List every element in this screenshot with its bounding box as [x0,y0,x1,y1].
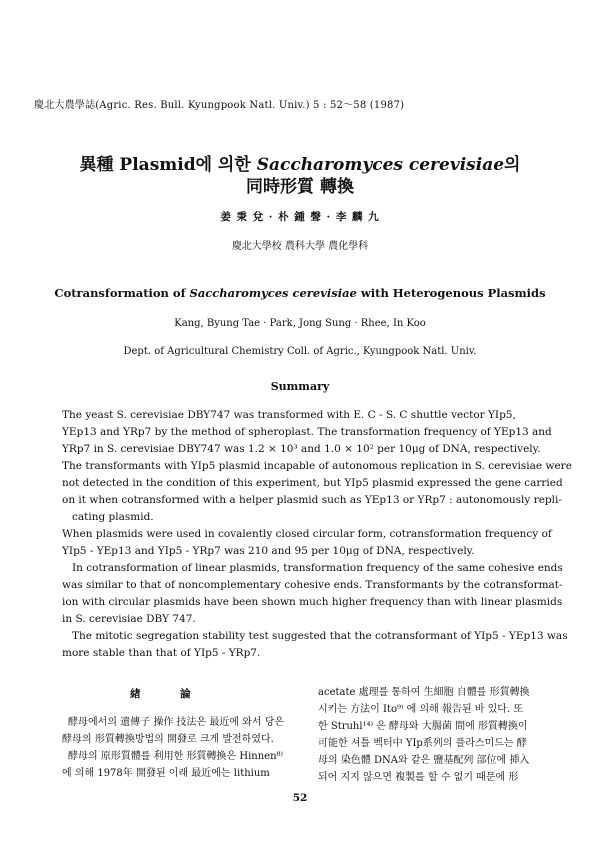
affiliation-korean: 慶北大學校 農科大學 農化學科 [231,241,369,252]
summary-line: on it when cotransformed with a helper plasmid such as YEp13 or YRp7 : autonomously repli- [62,494,562,506]
right-column-line: 可能한 셔틀 벡터中 YIp系列의 플라스미드는 酵 [318,738,527,749]
journal-citation: 慶北大農學誌(Agric. Res. Bull. Kyungpook Natl. Univ.) 5 : 52〜58 (1987) [34,100,405,111]
summary-line: The yeast S. cerevisiae DBY747 was transformed with E. C - S. C shuttle vector YIp5, [62,409,516,421]
authors-korean: 姜 秉 兌 · 朴 鍾 聲 · 李 麟 九 [220,211,380,223]
left-column-line: 酵母에서의 遺傳子 操作 技法은 最近에 와서 당은 [68,717,285,728]
title-korean-line2: 同時形質 轉換 [246,177,354,197]
right-column-line: 한 Struhl¹⁴⁾ 은 酵母와 大腸菌 間에 形質轉換이 [318,721,528,732]
right-column-line: acetate 處理를 통하여 生細胞 自體를 形質轉換 [318,687,530,698]
summary-line: in S. cerevisiae DBY 747. [62,613,196,625]
title-english-prefix: Cotransformation of [54,286,190,300]
summary-line: In cotransformation of linear plasmids, transformation frequency of the same cohesive ends [72,562,563,574]
summary-line: YRp7 in S. cerevisiae DBY747 was 1.2 × 10³ and 1.0 × 10² per 10μg of DNA, respectively. [62,443,541,455]
summary-line: YEp13 and YRp7 by the method of spheroplast. The transformation frequency of YEp13 and [62,426,552,438]
authors-english: Kang, Byung Tae · Park, Jong Sung · Rhee, In Koo [174,318,426,329]
left-column-line: 에 의해 1978年 開發된 이래 最近에는 lithium [62,768,270,779]
title-english [0,286,600,300]
title-korean-suffix: 의 [504,155,521,175]
right-column-line: 시키는 方法이 Ito⁹⁾ 에 의해 報告된 바 있다. 또 [318,704,523,715]
left-column-line: 酵母의 形質轉換방법의 開發로 크게 발전하였다. [62,734,274,745]
right-column-line: 母의 染色體 DNA와 같은 鹽基配列 部位에 挿入 [318,755,530,766]
summary-line: The transformants with YIp5 plasmid incapable of autonomous replication in S. cerevisiae were [62,460,572,472]
summary-line: was similar to that of noncomplementary cohesive ends. Transformants by the cotransformat- [62,579,563,591]
title-english-suffix: with Heterogenous Plasmids [356,286,546,300]
summary-line: more stable than that of YIp5 - YRp7. [62,647,261,659]
introduction-heading: 緖 論 [130,688,209,700]
affiliation-english: Dept. of Agricultural Chemistry Coll. of Agric., Kyungpook Natl. Univ. [123,346,477,357]
summary-line: The mitotic segregation stability test suggested that the cotransformant of YIp5 - YEp13 was [72,630,568,642]
page-number: 52 [292,792,308,804]
summary-line: not detected in the condition of this experiment, but YIp5 plasmid expressed the gene carried [62,477,563,489]
title-korean-prefix: 異種 Plasmid에 의한 [79,155,257,175]
summary-heading: Summary [270,380,330,393]
summary-line: cating plasmid. [72,511,154,523]
title-english-species: Saccharomyces cerevisiae [189,286,357,300]
right-column-line: 되어 지지 않으면 複製를 할 수 없기 때문에 形 [318,772,519,783]
summary-line: ion with circular plasmids have been shown much higher frequency than with linear plasmids [62,596,563,608]
summary-line: YIp5 - YEp13 and YIp5 - YRp7 was 210 and 95 per 10μg of DNA, respectively. [62,545,475,557]
summary-line: When plasmids were used in covalently closed circular form, cotransformation frequency of [62,528,552,540]
title-korean-species: Saccharomyces cerevisiae [256,155,505,175]
left-column-line: 酵母의 原形質體를 利用한 形質轉換은 Hinnen⁸⁾ [68,751,283,762]
